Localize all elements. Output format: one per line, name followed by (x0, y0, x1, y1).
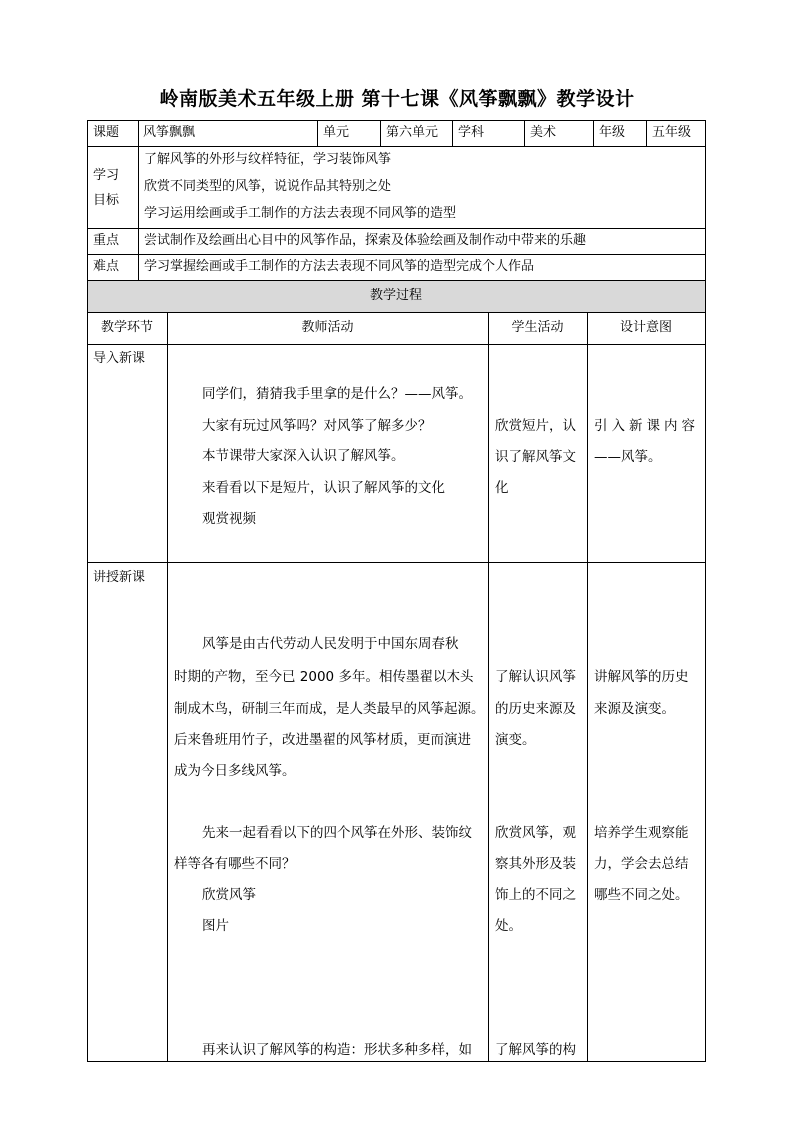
goal-item: 欣赏不同类型的风筝，说说作品其特别之处 (144, 179, 392, 194)
intent-line: 来源及演变。 (594, 701, 675, 717)
goal-item: 了解风筝的外形与纹样特征，学习装饰风筝 (144, 152, 392, 167)
teacher-line: 观赏视频 (202, 511, 256, 527)
teacher-line: 同学们，猜猜我手里拿的是什么？——风筝。 (202, 386, 472, 402)
col-header-student: 学生活动 (511, 320, 564, 335)
section2-name: 讲授新课 (93, 570, 146, 585)
student-line: 欣赏短片，认 (495, 418, 576, 434)
nianji-value: 五年级 (652, 125, 692, 140)
teacher-line: 图片 (202, 918, 229, 934)
process-header: 教学过程 (369, 288, 422, 303)
teacher-line: 后来鲁班用竹子，改进墨翟的风筝材质，更而演进 (174, 732, 471, 748)
student-line: 饰上的不同之 (495, 887, 576, 903)
student-line: 演变。 (495, 732, 536, 748)
student-line: 欣赏风筝，观 (495, 825, 576, 841)
danyuan-value: 第六单元 (386, 125, 439, 140)
lesson-plan-table (87, 120, 705, 1062)
student-line: 了解认识风筝 (495, 669, 576, 685)
intent-line: 引入新课内容 (594, 418, 699, 434)
goals-label-line1: 学习 (93, 168, 120, 183)
teacher-line: 样等各有哪些不同？ (174, 856, 296, 872)
teacher-line: 欣赏风筝 (202, 887, 256, 903)
col-header-stage: 教学环节 (100, 320, 153, 335)
intent-line: ——风筝。 (594, 449, 662, 465)
keti-value: 风筝飘飘 (143, 125, 196, 140)
intent-line: 哪些不同之处。 (594, 887, 689, 903)
xueke-value: 美术 (530, 125, 557, 140)
nianji-label: 年级 (599, 125, 626, 140)
teacher-line: 风筝是由古代劳动人民发明于中国东周春秋 (202, 636, 459, 652)
teacher-line: 先来一起看看以下的四个风筝在外形、装饰纹 (202, 825, 472, 841)
student-line: 化 (495, 480, 509, 496)
teacher-line: 来看看以下是短片，认识了解风筝的文化 (202, 480, 445, 496)
col-header-teacher: 教师活动 (301, 320, 354, 335)
teacher-line: 制成木鸟，研制三年而成，是人类最早的风筝起源。 (174, 701, 485, 717)
keti-label: 课题 (93, 125, 120, 140)
teacher-line: 本节课带大家深入认识了解风筝。 (202, 448, 405, 464)
section1-name: 导入新课 (93, 351, 146, 366)
teacher-line: 时期的产物，至今已 2000 多年。相传墨翟以木头 (174, 669, 474, 685)
teacher-line: 大家有玩过风筝吗？对风筝了解多少？ (202, 418, 432, 434)
student-line: 识了解风筝文 (495, 449, 576, 465)
key-point-label: 重点 (93, 233, 120, 248)
page-title: 岭南版美术五年级上册 第十七课《风筝飘飘》教学设计 (159, 88, 635, 110)
xueke-label: 学科 (458, 125, 485, 140)
student-line: 处。 (495, 918, 522, 934)
goals-label-line2: 目标 (93, 193, 120, 208)
goal-item: 学习运用绘画或手工制作的方法去表现不同风筝的造型 (144, 206, 457, 221)
intent-line: 培养学生观察能 (594, 825, 689, 841)
student-line: 了解风筝的构 (495, 1042, 576, 1058)
intent-line: 力，学会去总结 (594, 856, 689, 872)
difficulty-label: 难点 (93, 259, 120, 274)
teacher-line: 成为今日多线风筝。 (174, 763, 296, 779)
intent-line: 讲解风筝的历史 (594, 669, 689, 685)
danyuan-label: 单元 (323, 125, 350, 140)
difficulty-text: 学习掌握绘画或手工制作的方法去表现不同风筝的造型完成个人作品 (144, 259, 535, 274)
student-line: 察其外形及装 (495, 856, 576, 872)
col-header-intent: 设计意图 (619, 320, 672, 335)
key-point-text: 尝试制作及绘画出心目中的风筝作品，探索及体验绘画及制作动中带来的乐趣 (144, 233, 587, 248)
teacher-line: 再来认识了解风筝的构造：形状多种多样，如 (202, 1042, 472, 1058)
student-line: 的历史来源及 (495, 701, 576, 717)
